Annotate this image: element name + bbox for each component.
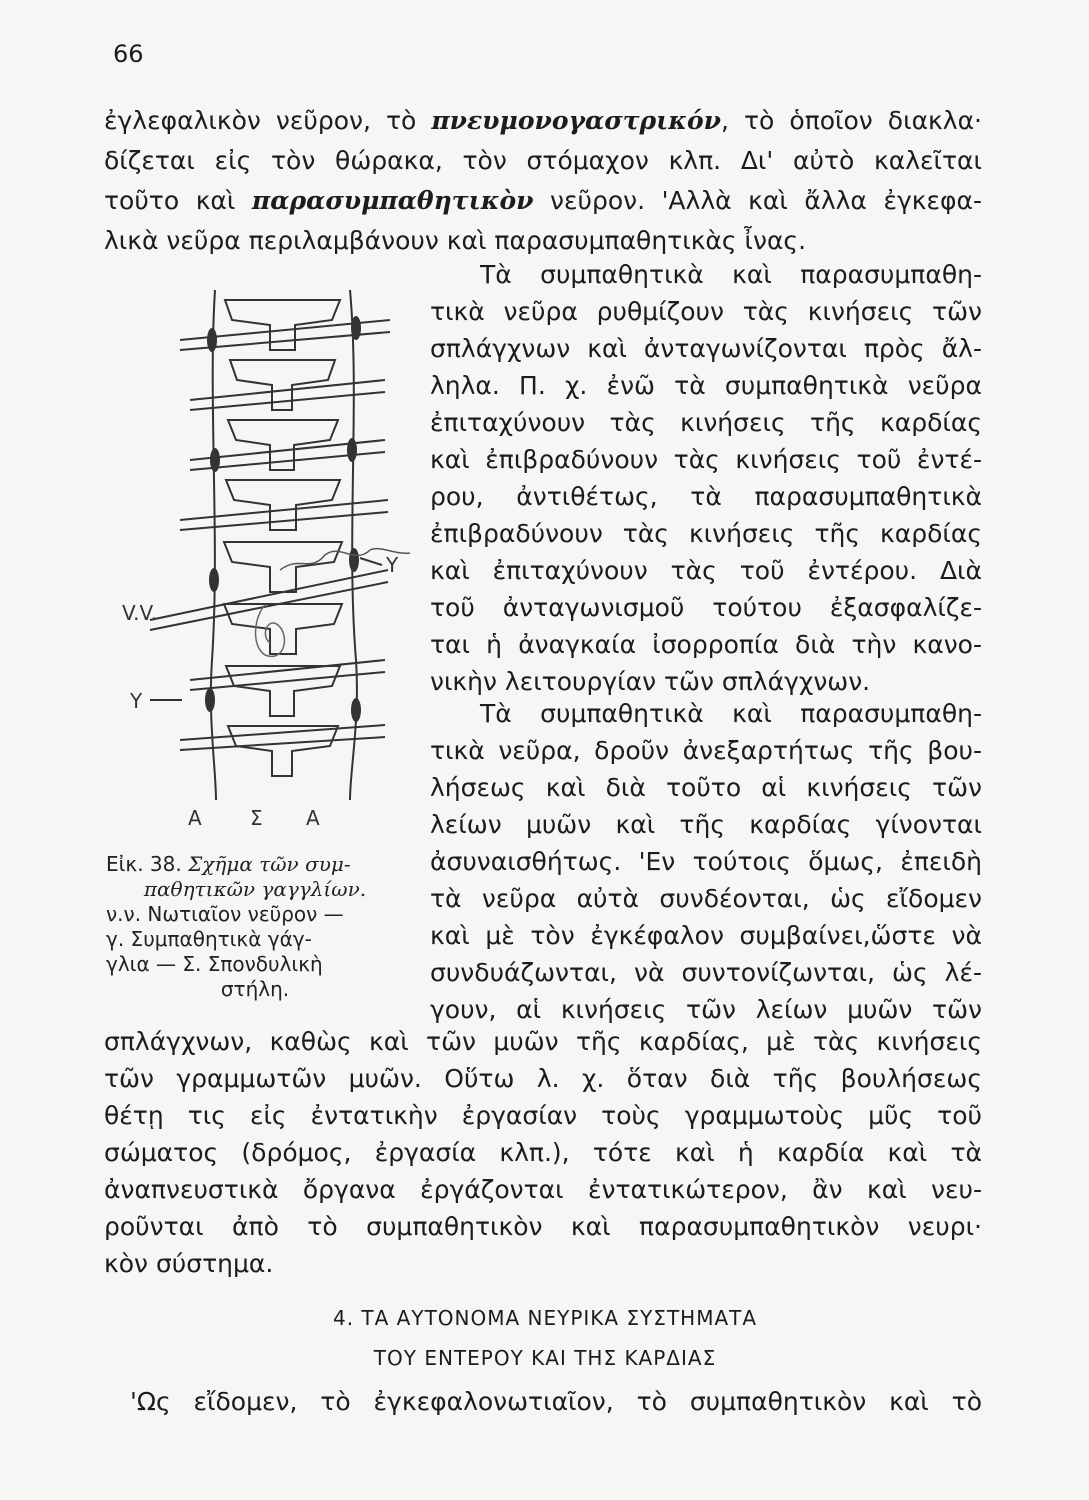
text-line: τικὰ νεῦρα ρυθμίζουν τὰς κινήσεις τῶν bbox=[430, 297, 982, 326]
text-line: σπλάγχνων, καθὼς καὶ τῶν μυῶν τῆς καρδίας, μὲ τὰς κινήσεις bbox=[104, 1027, 982, 1056]
text-line: νικὴν λειτουργίαν τῶν σπλάγχνων. bbox=[430, 667, 871, 696]
text-line: καὶ ἐπιταχύνουν τὰς τοῦ ἐντέρου. Διὰ bbox=[430, 556, 982, 585]
text-line: τῶν γραμμωτῶν μυῶν. Οὕτω λ. χ. ὅταν διὰ τῆς βουλήσεως bbox=[104, 1064, 982, 1093]
caption-line: παθητικῶν γαγγλίων. bbox=[143, 877, 367, 901]
text-line: καὶ ἐπιβραδύνουν τὰς κινήσεις τοῦ ἐντέ- bbox=[430, 445, 982, 474]
text-line: λήσεως καὶ διὰ τοῦτο αἱ κινήσεις τῶν bbox=[430, 773, 982, 802]
text-line: ἐγλεφαλικὸν νεῦρον, τὸ πνευμονογαστρικόν, τὸ ὁποῖον διακλα· bbox=[104, 106, 982, 135]
text-line: σώματος (δρόμος, ἐργασία κλπ.), τότε καὶ ἡ καρδία καὶ τὰ bbox=[104, 1138, 982, 1167]
text-line: τοῦτο καὶ παρασυμπαθητικὸν νεῦρον. 'Αλλὰ καὶ ἄλλα ἐγκεφα- bbox=[104, 186, 982, 215]
caption-line: γλια — Σ. Σπονδυλικὴ bbox=[106, 952, 323, 976]
text-line: ται ἡ ἀναγκαία ἰσορροπία διὰ τὴν κανο- bbox=[430, 630, 982, 659]
text-line: κὸν σύστημα. bbox=[104, 1249, 274, 1278]
left-sympathetic-chain bbox=[211, 290, 216, 800]
text-line: λείων μυῶν καὶ τῆς καρδίας γίνονται bbox=[430, 810, 982, 839]
text-line: λικὰ νεῦρα περιλαμβάνουν καὶ παρασυμπαθητικὰς ἶνας. bbox=[104, 226, 807, 255]
label-sigma: Σ bbox=[250, 806, 263, 830]
label-a-left: Α bbox=[188, 806, 202, 830]
text-line: ροῦνται ἀπὸ τὸ συμπαθητικὸν καὶ παρασυμπαθητικὸν νευρι· bbox=[104, 1212, 982, 1241]
text-line: σπλάγχνων καὶ ἀνταγωνίζονται πρὸς ἄλ- bbox=[430, 334, 982, 363]
text-line: ληλα. Π. χ. ἐνῶ τὰ συμπαθητικὰ νεῦρα bbox=[430, 371, 982, 400]
caption-line: γ. Συμπαθητικὰ γάγ- bbox=[106, 927, 312, 951]
figure-caption bbox=[106, 852, 404, 1002]
caption-line: στήλη. bbox=[220, 977, 290, 1001]
text-line: γουν, αἱ κινήσεις τῶν λείων μυῶν τῶν bbox=[430, 995, 982, 1024]
text-line: συνδυάζωνται, νὰ συντονίζωνται, ὡς λέ- bbox=[430, 958, 982, 987]
text-line: Τὰ συμπαθητικὰ καὶ παρασυμπαθη- bbox=[480, 699, 982, 728]
text-line: Τὰ συμπαθητικὰ καὶ παρασυμπαθη- bbox=[480, 260, 982, 289]
section-heading-line1: 4. ΤΑ ΑΥΤΟΝΟΜΑ ΝΕΥΡΙΚΑ ΣΥΣΤΗΜΑΤΑ bbox=[332, 1306, 758, 1330]
text-line: θέτῃ τις εἰς ἐντατικὴν ἐργασίαν τοὺς γραμμωτοὺς μῦς τοῦ bbox=[104, 1101, 982, 1130]
text-line: δίζεται εἰς τὸν θώρακα, τὸν στόμαχον κλπ. Δι' αὐτὸ καλεῖται bbox=[104, 146, 982, 175]
text-line: καὶ μὲ τὸν ἐγκέφαλον συμβαίνει,ὥστε νὰ bbox=[430, 921, 982, 950]
text-line: ἀσυναισθήτως. 'Εν τούτοις ὅμως, ἐπειδὴ bbox=[430, 847, 982, 876]
label-y-right: Y bbox=[386, 553, 399, 577]
text-line: ρου, ἀντιθέτως, τὰ παρασυμπαθητικὰ bbox=[430, 482, 982, 511]
page-number: 66 bbox=[113, 40, 144, 68]
text-line: ἀναπνευστικὰ ὄργανα ἐργάζονται ἐντατικώτερον, ἂν καὶ νευ- bbox=[104, 1175, 982, 1204]
pencil-scribble bbox=[230, 525, 430, 665]
text-line: ἐπιταχύνουν τὰς κινήσεις τῆς καρδίας bbox=[430, 408, 982, 437]
caption-line: ν.ν. Νωτιαῖον νεῦρον — bbox=[106, 902, 344, 926]
italic-term: πνευμονογαστρικόν bbox=[431, 106, 722, 135]
label-y-left: Y bbox=[130, 689, 143, 713]
caption-line: Εἰκ. 38. Σχῆμα τῶν συμ- bbox=[106, 852, 351, 876]
label-a-right: Α bbox=[306, 806, 320, 830]
italic-term: παρασυμπαθητικὸν bbox=[251, 186, 534, 215]
text-line: τοῦ ἀνταγωνισμοῦ τούτου ἐξασφαλίζε- bbox=[430, 593, 982, 622]
text-line: 'Ως εἴδομεν, τὸ ἐγκεφαλονωτιαῖον, τὸ συμπαθητικὸν καὶ τὸ bbox=[130, 1387, 982, 1416]
text-line: τὰ νεῦρα αὐτὰ συνδέονται, ὡς εἴδομεν bbox=[430, 884, 982, 913]
section-heading-line2: ΤΟΥ ΕΝΤΕΡΟΥ ΚΑΙ ΤΗΣ ΚΑΡΔΙΑΣ bbox=[373, 1346, 717, 1370]
label-vv: V.V. bbox=[122, 601, 157, 625]
text-line: ἐπιβραδύνουν τὰς κινήσεις τῆς καρδίας bbox=[430, 519, 982, 548]
text-line: τικὰ νεῦρα, δροῦν ἀνεξαρτήτως τῆς βου- bbox=[430, 736, 982, 765]
